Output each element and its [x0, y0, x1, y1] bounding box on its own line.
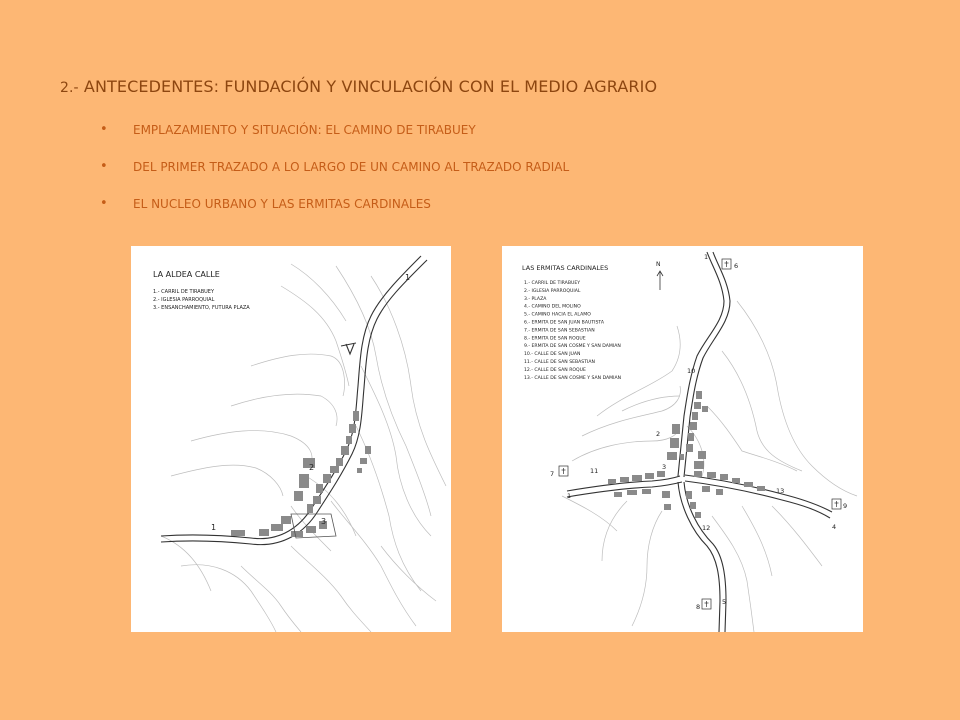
- map2-label-molino: 4: [832, 523, 837, 531]
- map1-legend-item: 3.- ENSANCHAMIENTO, FUTURA PLAZA: [153, 305, 250, 311]
- map2-label-calle-w: 11: [590, 467, 599, 475]
- bullet-text: EMPLAZAMIENTO Y SITUACIÓN: EL CAMINO DE TIRABUEY: [133, 123, 476, 137]
- map1-legend-item: 1.- CARRIL DE TIRABUEY: [153, 289, 214, 295]
- map2-drawing: [502, 246, 863, 632]
- chapel-icon: [702, 599, 711, 609]
- map2-roads: [567, 252, 832, 632]
- map2-title: LAS ERMITAS CARDINALES: [522, 264, 609, 272]
- map2-legend-item: 10.- CALLE DE SAN JUAN: [524, 352, 581, 358]
- map1-title: LA ALDEA CALLE: [153, 270, 220, 279]
- slide-heading: [60, 77, 657, 96]
- map2-label-road-left: 1: [567, 492, 572, 500]
- map1-label-road-top: 1: [405, 273, 411, 282]
- map1-label-church: 2: [309, 463, 315, 472]
- chapel-icon: [559, 466, 568, 476]
- map-ermitas-cardinales: [502, 246, 863, 632]
- map2-legend-item: 6.- ERMITA DE SAN JUAN BAUTISTA: [524, 320, 604, 326]
- map-aldea-calle: [131, 246, 451, 632]
- map2-contours: [562, 301, 857, 632]
- bullet-dot: •: [100, 122, 108, 137]
- map2-legend-item: 11.- CALLE DE SAN SEBASTIAN: [524, 360, 595, 365]
- map1-buildings: [231, 411, 371, 537]
- map2-label-church: 2: [656, 430, 661, 438]
- map2-legend-item: 8.- ERMITA DE SAN ROQUE: [524, 336, 586, 342]
- north-arrow-icon: [657, 271, 663, 290]
- map2-label-ermita-w: 7: [550, 470, 555, 478]
- north-label: N: [656, 261, 661, 268]
- map2-label-alamo: 5: [722, 598, 727, 606]
- map1-label-road-left: 1: [211, 523, 217, 532]
- bullet-text: EL NUCLEO URBANO Y LAS ERMITAS CARDINALES: [133, 197, 431, 211]
- map2-label-ermita-e: 9: [843, 502, 848, 510]
- map2-legend-item: 3.- PLAZA: [524, 296, 547, 302]
- map2-legend: [524, 280, 621, 381]
- map2-label-plaza: 3: [662, 463, 667, 471]
- map2-legend-item: 13.- CALLE DE SAN COSME Y SAN DAMIAN: [524, 375, 622, 381]
- map2-label-ermita-n: 6: [734, 262, 739, 270]
- bullet-item: [100, 158, 569, 195]
- chapel-icon: [832, 499, 841, 509]
- map2-label-road-top: 1: [704, 253, 709, 261]
- bullet-list: [100, 121, 569, 232]
- map1-drawing: [131, 246, 451, 632]
- map2-legend-item: 4.- CAMINO DEL MOLINO: [524, 304, 581, 310]
- bullet-item: [100, 195, 569, 232]
- map2-label-calle-e: 13: [776, 487, 785, 495]
- heading-number: 2.-: [60, 80, 79, 96]
- map2-label-calle-n: 10: [687, 367, 696, 375]
- map2-legend-item: 7.- ERMITA DE SAN SEBASTIAN: [524, 328, 595, 334]
- chapel-icon: [722, 259, 731, 269]
- bullet-item: [100, 121, 569, 158]
- map2-legend-item: 1.- CARRIL DE TIRABUEY: [524, 281, 581, 286]
- map2-legend-item: 9.- ERMITA DE SAN COSME Y SAN DAMIAN: [524, 344, 621, 350]
- map2-legend-item: 2.- IGLESIA PARROQUIAL: [524, 288, 581, 294]
- bullet-text: DEL PRIMER TRAZADO A LO LARGO DE UN CAMINO AL TRAZADO RADIAL: [133, 160, 570, 174]
- bullet-dot: •: [100, 196, 108, 211]
- map2-label-ermita-s: 8: [696, 603, 701, 611]
- map2-label-calle-s: 12: [702, 524, 711, 532]
- heading-text: ANTECEDENTES: FUNDACIÓN Y VINCULACIÓN CON EL MEDIO AGRARIO: [83, 77, 658, 96]
- map1-legend-item: 2.- IGLESIA PARROQUIAL: [153, 297, 215, 303]
- bullet-dot: •: [100, 159, 108, 174]
- map2-legend-item: 5.- CAMINO HACIA EL ALAMO: [524, 312, 591, 318]
- map2-legend-item: 12.- CALLE DE SAN ROQUE: [524, 367, 586, 373]
- map1-contours: [161, 264, 446, 632]
- map1-label-plaza: 3: [321, 517, 327, 526]
